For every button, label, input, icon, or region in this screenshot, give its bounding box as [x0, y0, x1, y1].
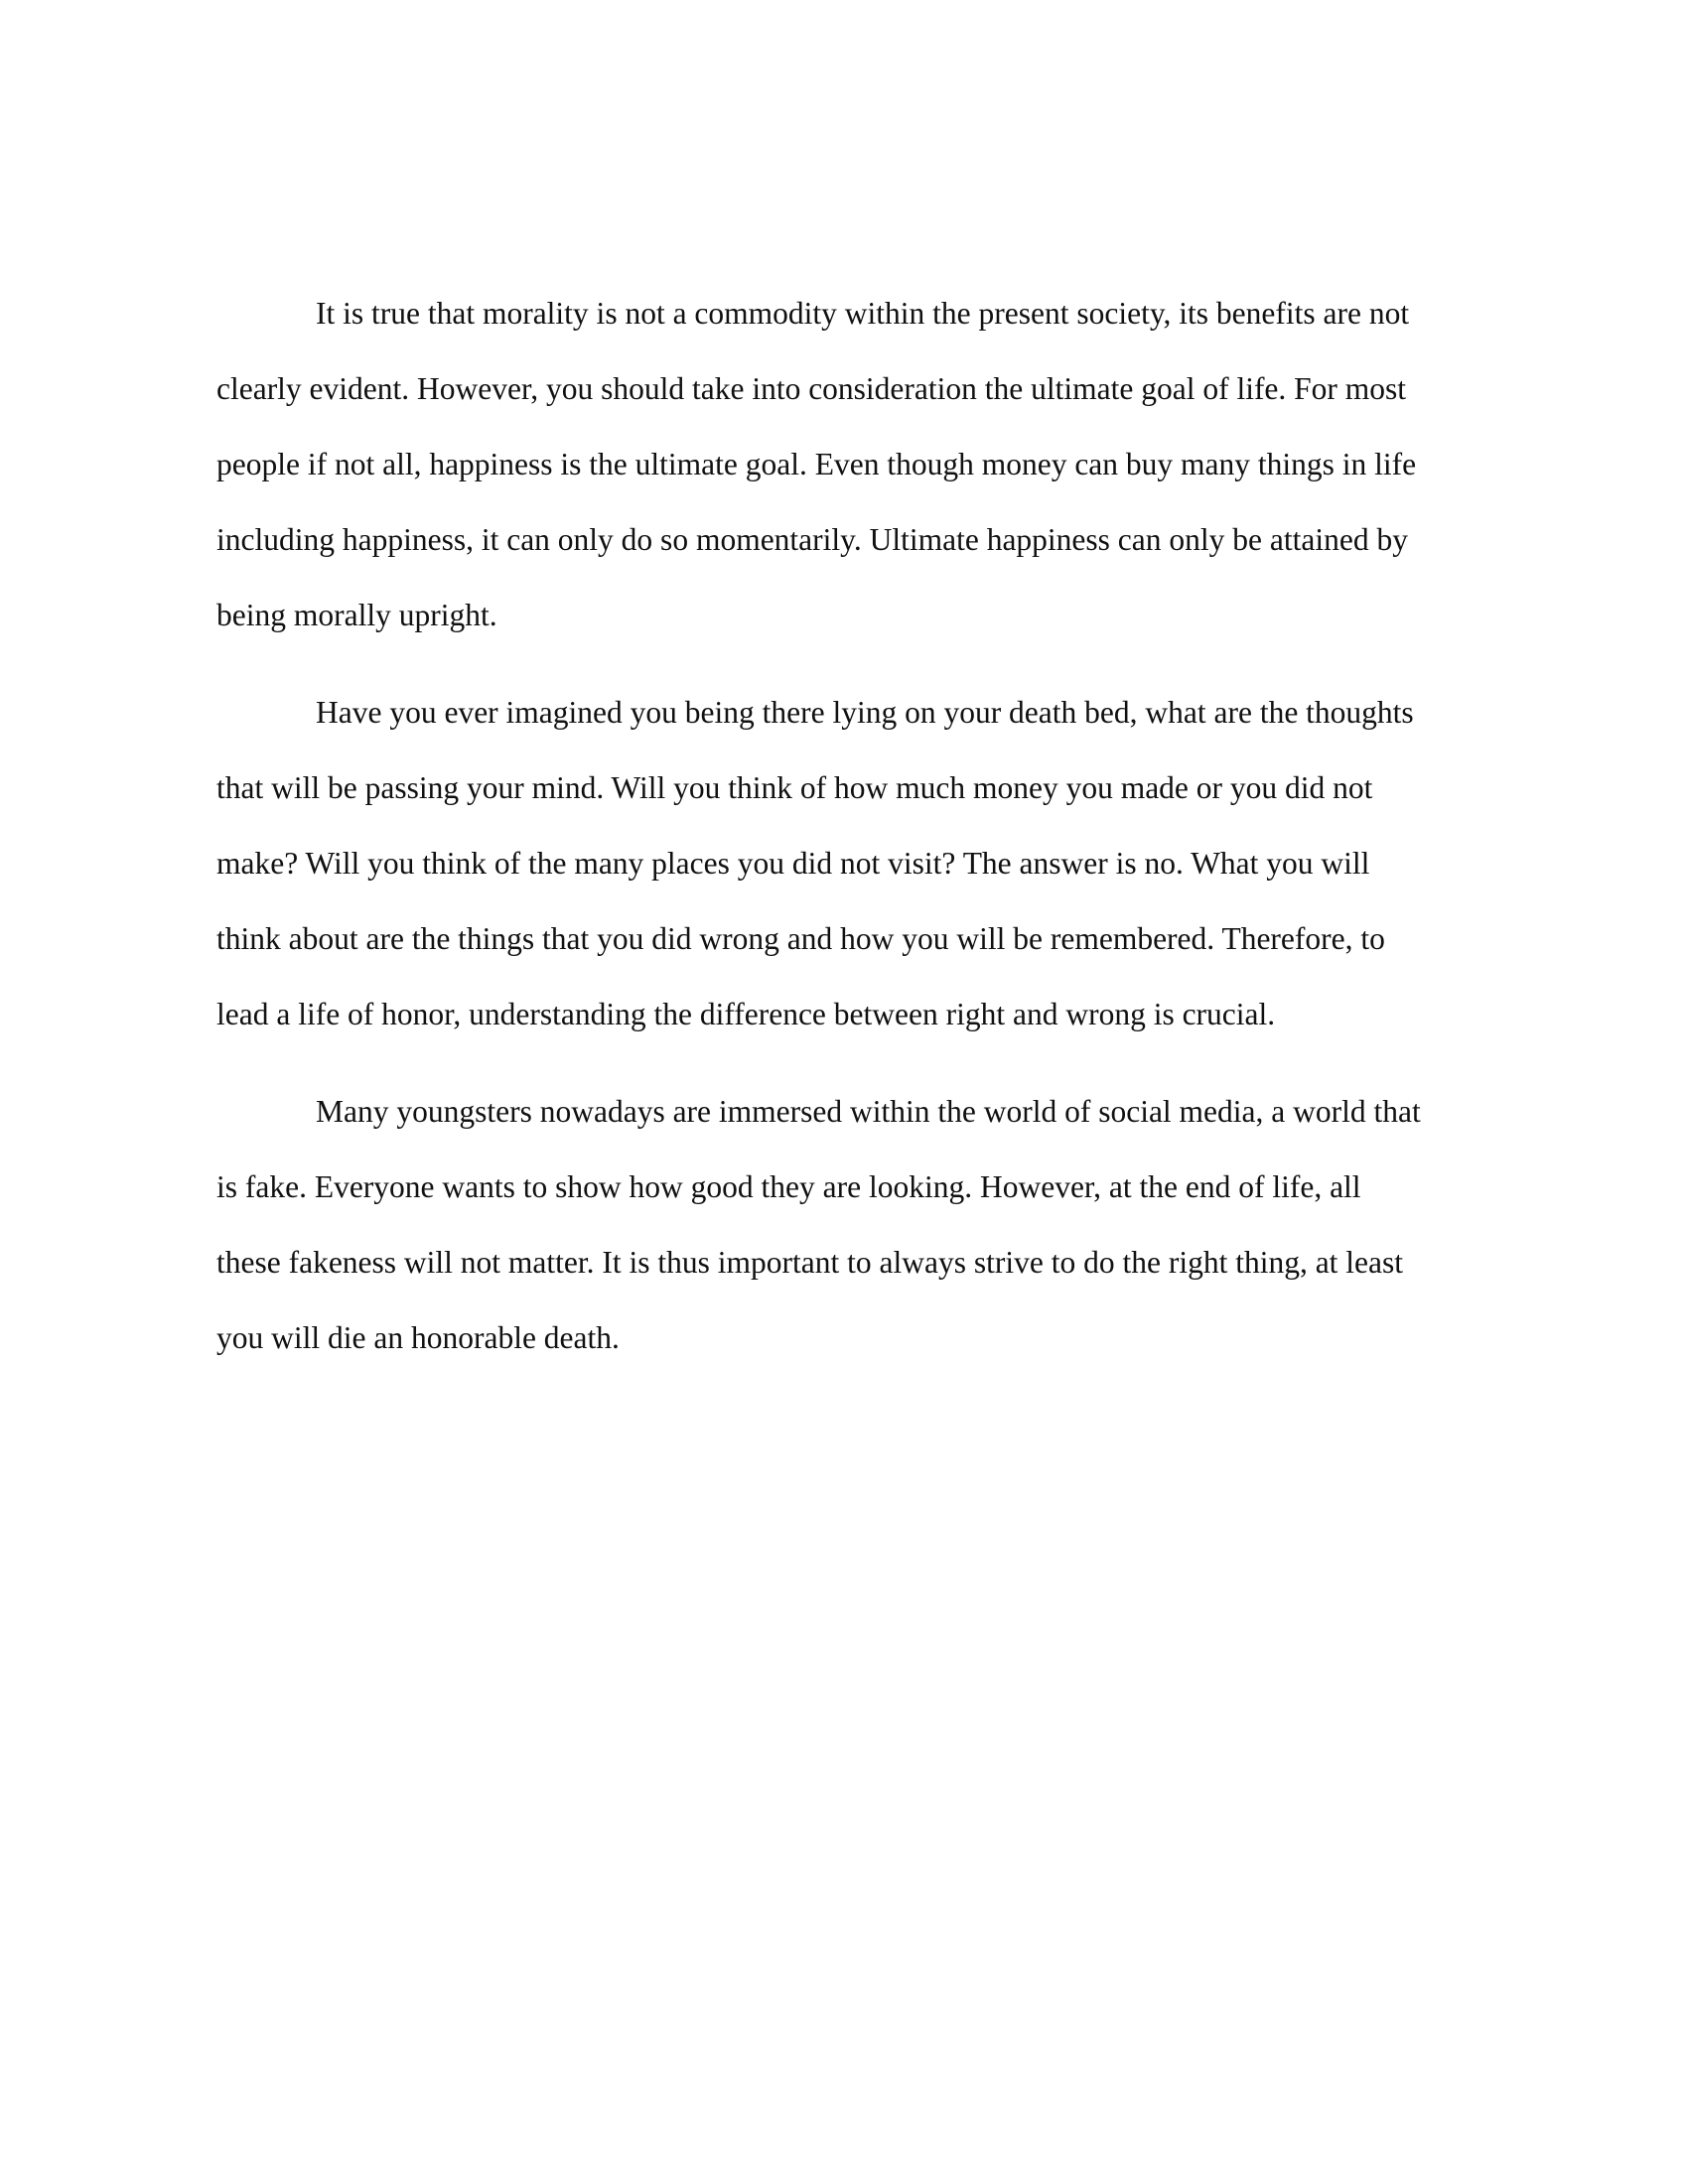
paragraph-line: you will die an honorable death.: [216, 1320, 620, 1355]
paragraph-line: that will be passing your mind. Will you think of how much money you made or you did not: [216, 770, 1373, 805]
paragraph-line: people if not all, happiness is the ultimate goal. Even though money can buy many things in life: [216, 447, 1417, 481]
paragraph-1: [216, 276, 1485, 653]
paragraph-line: Many youngsters nowadays are immersed within the world of social media, a world that: [316, 1094, 1421, 1129]
paragraph-line: make? Will you think of the many places you did not visit? The answer is no. What you will: [216, 846, 1370, 881]
paragraph-line: lead a life of honor, understanding the difference between right and wrong is crucial.: [216, 997, 1276, 1031]
paragraph-line: including happiness, it can only do so momentarily. Ultimate happiness can only be attained by: [216, 522, 1408, 557]
paragraph-2: [216, 675, 1485, 1052]
paragraph-line: these fakeness will not matter. It is thus important to always strive to do the right thing, at least: [216, 1245, 1404, 1280]
paragraph-line: think about are the things that you did wrong and how you will be remembered. Therefore, to: [216, 921, 1385, 956]
paragraph-line: is fake. Everyone wants to show how good they are looking. However, at the end of life, all: [216, 1169, 1361, 1204]
paragraph-line: clearly evident. However, you should take into consideration the ultimate goal of life. For most: [216, 371, 1407, 406]
paragraph-line: It is true that morality is not a commodity within the present society, its benefits are not: [316, 296, 1410, 331]
document-body: [216, 276, 1485, 1398]
paragraph-3: [216, 1074, 1485, 1376]
paragraph-line: Have you ever imagined you being there lying on your death bed, what are the thoughts: [316, 695, 1414, 730]
paragraph-line: being morally upright.: [216, 598, 497, 632]
